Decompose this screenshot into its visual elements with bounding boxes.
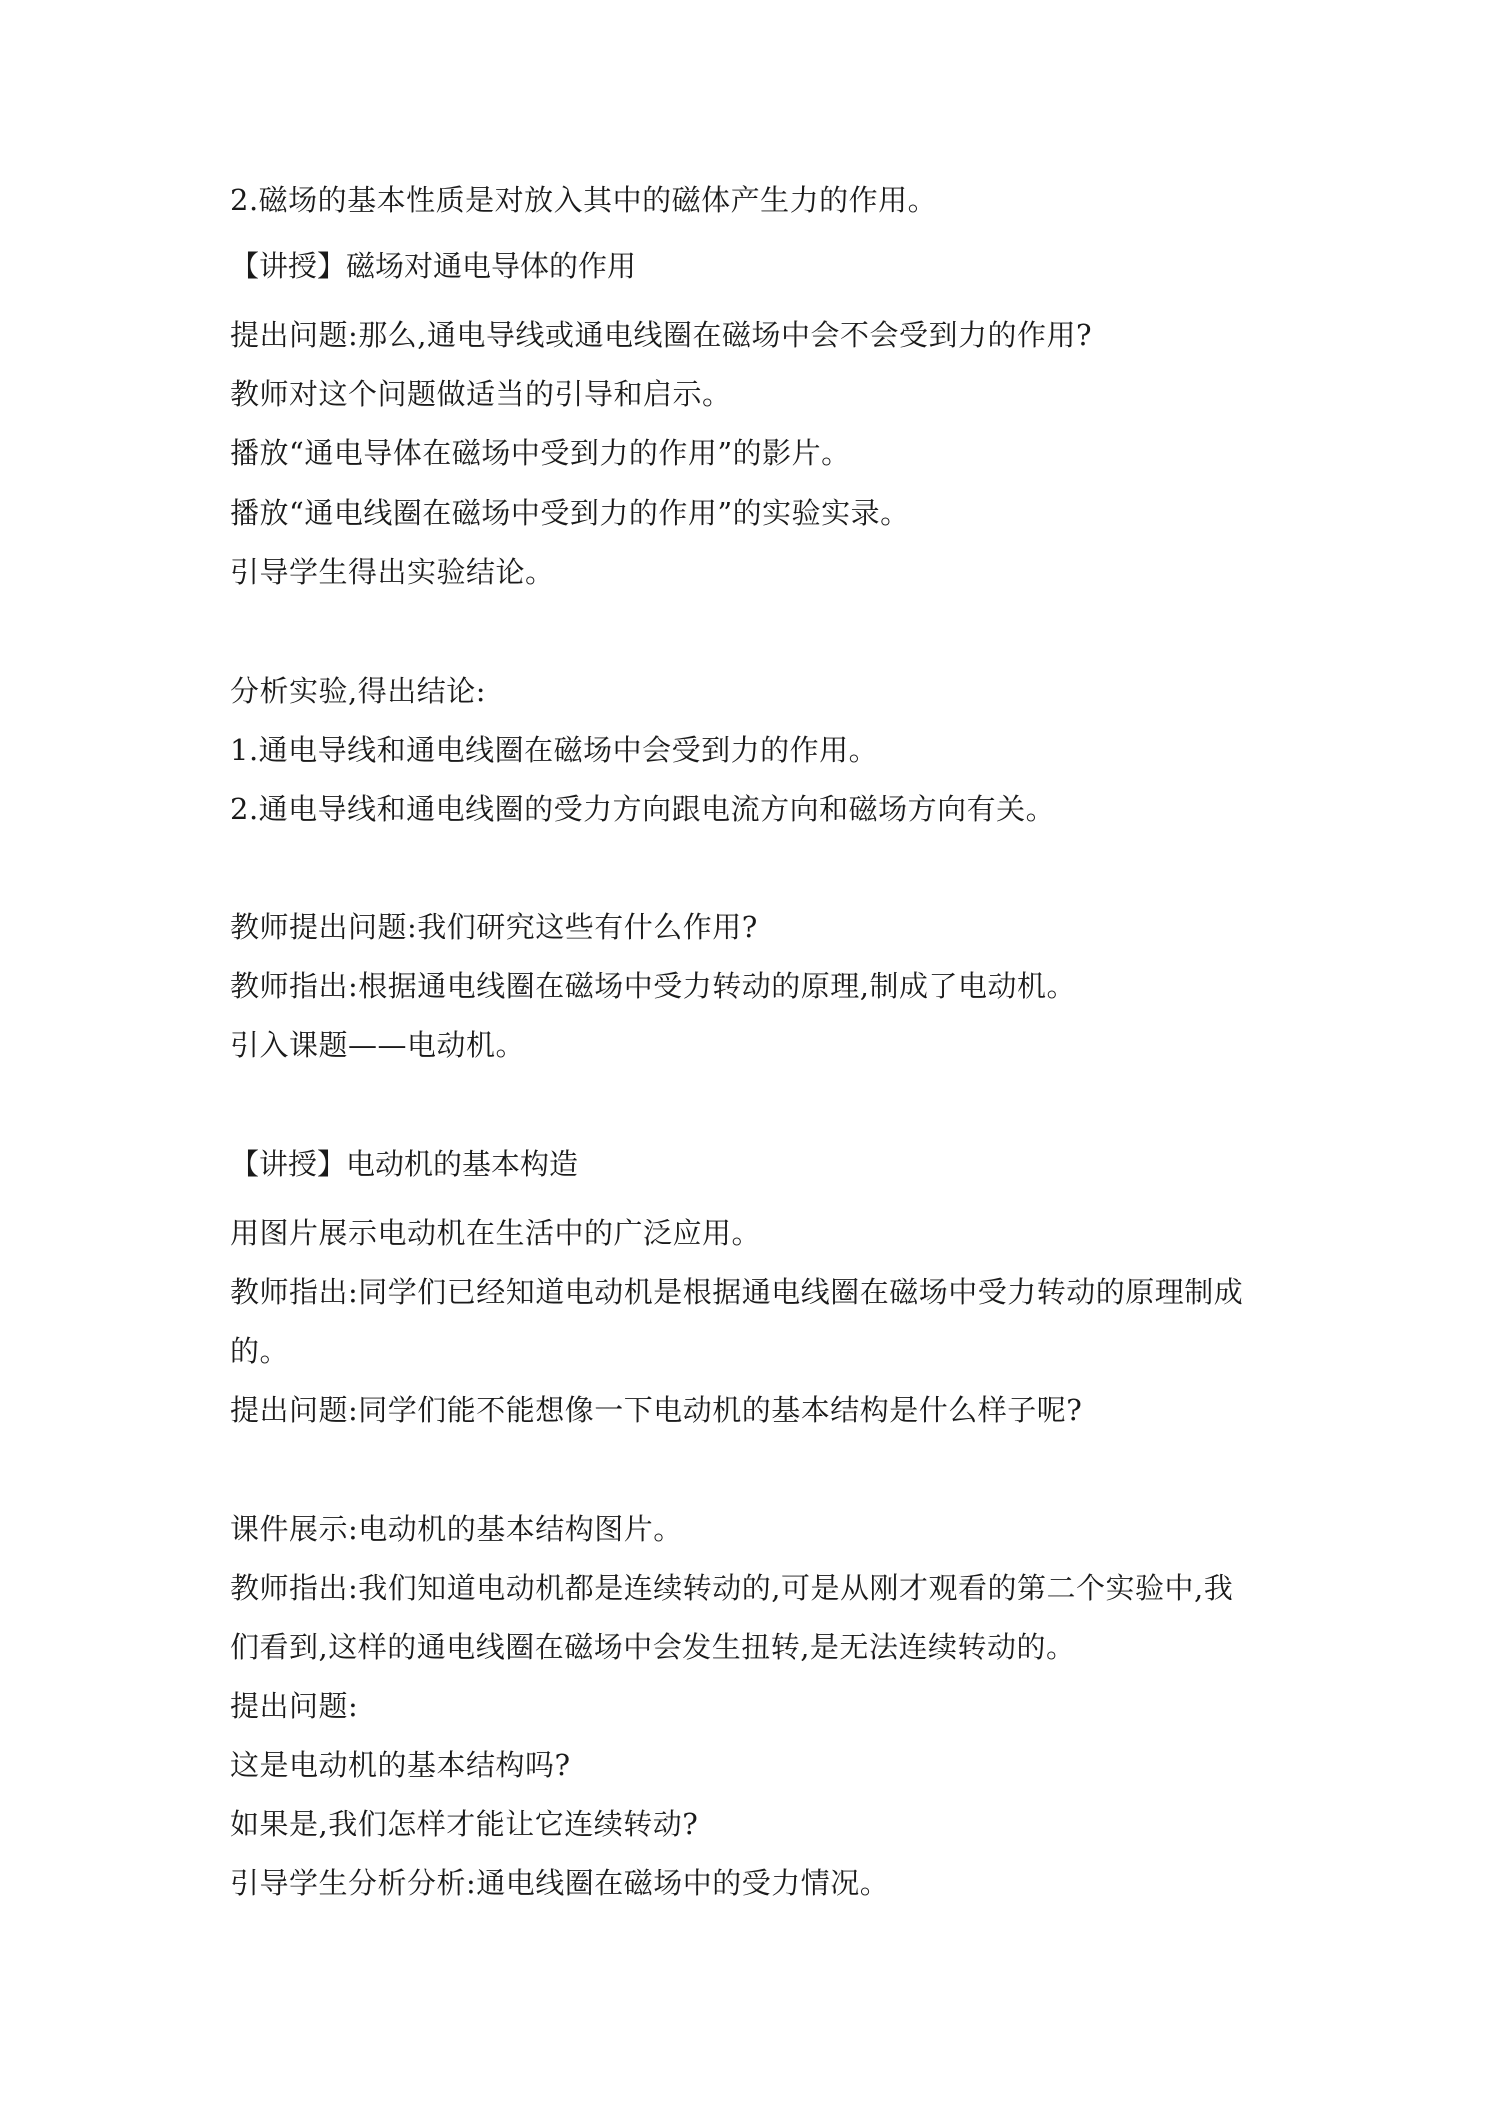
paragraph-line: 教师指出:同学们已经知道电动机是根据通电线圈在磁场中受力转动的原理制成 [230,1275,1244,1309]
paragraph-line: 引导学生分析分析:通电线圈在磁场中的受力情况。 [230,1866,890,1900]
paragraph-line: 2.磁场的基本性质是对放入其中的磁体产生力的作用。 [230,183,938,217]
paragraph-line: 1.通电导线和通电线圈在磁场中会受到力的作用。 [230,733,879,767]
paragraph-line: 提出问题: [230,1689,359,1723]
paragraph-line: 播放“通电线圈在磁场中受到力的作用”的实验实录。 [230,496,910,530]
paragraph-line: 教师对这个问题做适当的引导和启示。 [230,377,732,411]
paragraph-line: 提出问题:那么,通电导线或通电线圈在磁场中会不会受到力的作用? [230,318,1093,352]
paragraph-line: 分析实验,得出结论: [230,674,486,708]
paragraph-line: 课件展示:电动机的基本结构图片。 [230,1512,683,1546]
paragraph-line: 引入课题——电动机。 [230,1028,526,1062]
paragraph-line: 教师指出:我们知道电动机都是连续转动的,可是从刚才观看的第二个实验中,我 [230,1571,1234,1605]
paragraph-line: 引导学生得出实验结论。 [230,555,555,589]
paragraph-line: 教师指出:根据通电线圈在磁场中受力转动的原理,制成了电动机。 [230,969,1076,1003]
paragraph-line: 用图片展示电动机在生活中的广泛应用。 [230,1216,762,1250]
paragraph-line: 播放“通电导体在磁场中受到力的作用”的影片。 [230,436,851,470]
paragraph-line: 们看到,这样的通电线圈在磁场中会发生扭转,是无法连续转动的。 [230,1630,1076,1664]
paragraph-line: 这是电动机的基本结构吗? [230,1748,571,1782]
paragraph-line: 的。 [230,1334,290,1368]
section-heading: 【讲授】磁场对通电导体的作用 [230,249,637,283]
paragraph-line: 提出问题:同学们能不能想像一下电动机的基本结构是什么样子呢? [230,1393,1083,1427]
section-heading: 【讲授】电动机的基本构造 [230,1147,579,1181]
paragraph-line: 如果是,我们怎样才能让它连续转动? [230,1807,699,1841]
paragraph-line: 2.通电导线和通电线圈的受力方向跟电流方向和磁场方向有关。 [230,792,1056,826]
paragraph-line: 教师提出问题:我们研究这些有什么作用? [230,910,758,944]
